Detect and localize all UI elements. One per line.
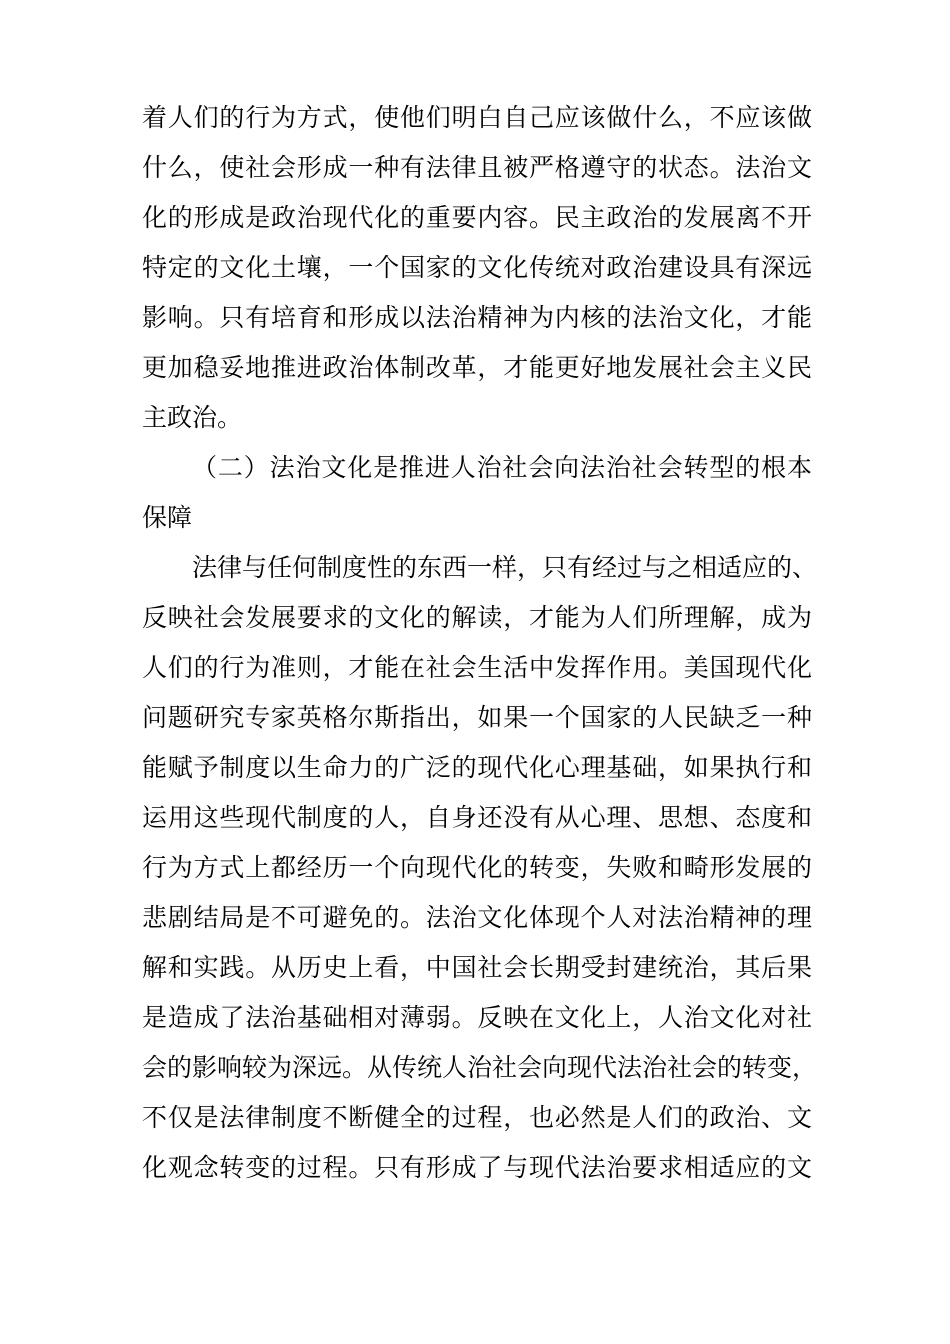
text-line: 会的影响较为深远。从传统人治社会向现代法治社会的转变， (142, 1053, 818, 1082)
text-line: 是造成了法治基础相对薄弱。反映在文化上，人治文化对社 (142, 1003, 812, 1032)
text-line: 更加稳妥地推进政治体制改革，才能更好地发展社会主义民 (142, 353, 812, 382)
text-line: 化的形成是政治现代化的重要内容。民主政治的发展离不开 (142, 203, 812, 232)
text-line: 影响。只有培育和形成以法治精神为内核的法治文化，才能 (142, 303, 812, 332)
text-line: 什么，使社会形成一种有法律且被严格遵守的状态。法治文 (142, 153, 812, 182)
text-line: 问题研究专家英格尔斯指出，如果一个国家的人民缺乏一种 (142, 703, 812, 732)
text-line: 主政治。 (142, 403, 243, 432)
text-line: 人们的行为准则，才能在社会生活中发挥作用。美国现代化 (142, 653, 812, 682)
text-line: 行为方式上都经历一个向现代化的转变，失败和畸形发展的 (142, 853, 812, 882)
heading-line: （二）法治文化是推进人治社会向法治社会转型的根本 (192, 453, 812, 482)
text-line: 反映社会发展要求的文化的解读，才能为人们所理解，成为 (142, 603, 812, 632)
text-line: 悲剧结局是不可避免的。法治文化体现个人对法治精神的理 (142, 903, 812, 932)
text-line: 能赋予制度以生命力的广泛的现代化心理基础，如果执行和 (142, 753, 812, 782)
text-line: 运用这些现代制度的人，自身还没有从心理、思想、态度和 (142, 803, 812, 832)
text-line: 解和实践。从历史上看，中国社会长期受封建统治，其后果 (142, 953, 812, 982)
text-line: 不仅是法律制度不断健全的过程，也必然是人们的政治、文 (142, 1103, 812, 1132)
text-line: 法律与任何制度性的东西一样，只有经过与之相适应的、 (192, 553, 818, 582)
text-line: 特定的文化土壤，一个国家的文化传统对政治建设具有深远 (142, 253, 812, 282)
text-line: 化观念转变的过程。只有形成了与现代法治要求相适应的文 (142, 1153, 812, 1182)
heading-line: 保障 (142, 503, 193, 532)
text-line: 着人们的行为方式，使他们明白自己应该做什么，不应该做 (142, 103, 812, 132)
